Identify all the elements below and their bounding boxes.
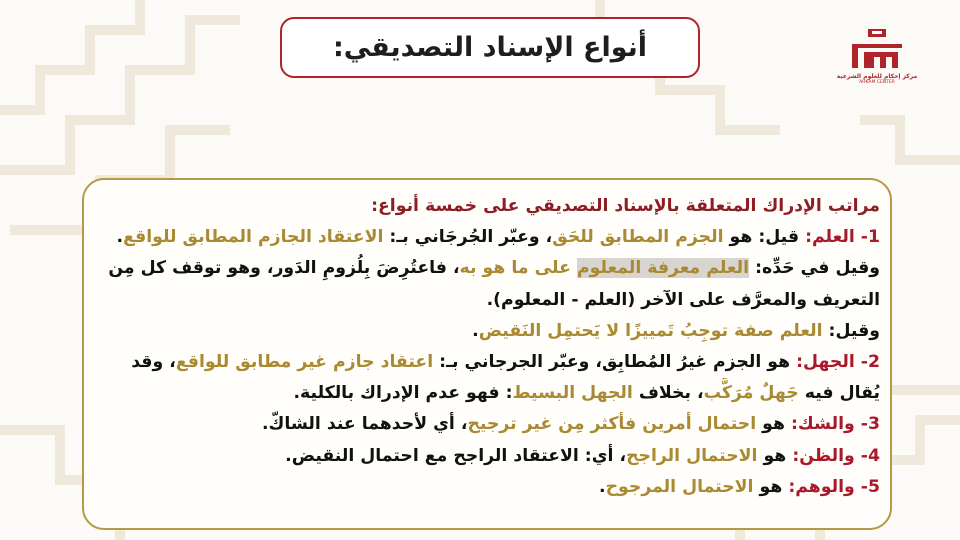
page-title: أنواع الإسناد التصديقي: — [332, 32, 648, 63]
logo-subtitle: مركز إحكام للعلوم الشرعية — [836, 73, 918, 80]
logo-icon — [848, 28, 906, 72]
item-1b-text: وقيل في حَدِّه: — [749, 258, 880, 279]
item-5-definition: الاحتمال المرجوح — [605, 476, 754, 497]
item-2b-definition-2: الجهل البسيط — [512, 383, 633, 404]
item-3-definition: احتمال أمرين فأكثر مِن غير ترجيح — [467, 414, 757, 435]
item-3 — [98, 409, 880, 440]
item-3-term: والشك: — [785, 414, 855, 435]
item-1b-definition: على ما هو به — [459, 258, 577, 279]
item-1 — [98, 222, 880, 253]
item-5-text: هو — [753, 476, 783, 497]
item-4-text: هو — [757, 445, 787, 466]
item-2b-text: يُقال فيه — [798, 383, 880, 404]
item-4-definition: الاحتمال الراجح — [626, 445, 758, 466]
item-1b-highlight: العلم معرفة المعلوم — [576, 258, 750, 279]
item-1c: التعريف والمعرَّف على الآخر (العلم - المعلوم). — [486, 289, 880, 310]
item-4-term: والظن: — [786, 445, 855, 466]
item-1-text-2: ، وعبّر الجُرجَاني بـ: — [383, 227, 553, 248]
item-3-number: 3- — [854, 414, 880, 435]
item-2 — [98, 347, 880, 378]
item-2b-definition: جَهلٌ مُرَكَّب — [703, 383, 799, 404]
item-1b — [98, 253, 880, 284]
item-1b-text-2: ، فاعتُرِضَ بِلُزومِ الدَور، وهو توقف كل مِن — [108, 258, 460, 279]
item-1d — [98, 316, 880, 347]
item-2-definition: اعتقاد جازم غير مطابق للواقع — [175, 352, 434, 373]
item-3-text-2: ، أي لأحدهما عند الشاكّ. — [261, 414, 468, 435]
logo-tagline: AHKAM CENTER — [859, 80, 895, 85]
logo — [836, 28, 918, 96]
item-2-text: هو الجزم غيرُ المُطابِق، وعبّر الجرجاني بـ: — [433, 352, 791, 373]
item-1d-end: . — [472, 320, 479, 341]
title-box — [280, 17, 700, 78]
item-2b-text-3: : فهو عدم الإدراك بالكلية. — [293, 383, 513, 404]
item-4-number: 4- — [854, 445, 880, 466]
content-text — [98, 191, 880, 503]
item-4 — [98, 441, 880, 472]
item-3-text: هو — [756, 414, 785, 435]
item-1-text: قيل: هو — [723, 227, 800, 248]
item-2-text-2: ، وقد — [131, 352, 176, 373]
item-4-text-2: ، أي: الاعتقاد الراجح مع احتمال النقيض. — [285, 445, 627, 466]
item-2-number: 2- — [854, 352, 880, 373]
item-5-number: 5- — [854, 476, 880, 497]
item-1d-text: وقيل: — [822, 320, 880, 341]
item-1-number: 1- — [854, 227, 880, 248]
item-1-definition: الجزم المطابق للحَق — [552, 227, 724, 248]
item-1-end: . — [116, 227, 124, 248]
item-1-definition-2: الاعتقاد الجازم المطابق للواقع — [123, 227, 384, 248]
item-1-term: العلم: — [799, 227, 855, 248]
item-5 — [98, 472, 880, 503]
item-5-term: والوهم: — [782, 476, 855, 497]
item-2-term: الجهل: — [790, 352, 855, 373]
item-2b-text-2: ، بخلاف — [632, 383, 704, 404]
intro-line: مراتب الإدراك المتعلقة بالإسناد التصديقي على خمسة أنواع: — [371, 196, 880, 216]
item-2b — [98, 378, 880, 409]
item-5-end: . — [599, 476, 606, 497]
item-1d-definition: العلم صفة توجِبُ تَمييزًا لا يَحتمِل النَقيض — [478, 320, 823, 341]
